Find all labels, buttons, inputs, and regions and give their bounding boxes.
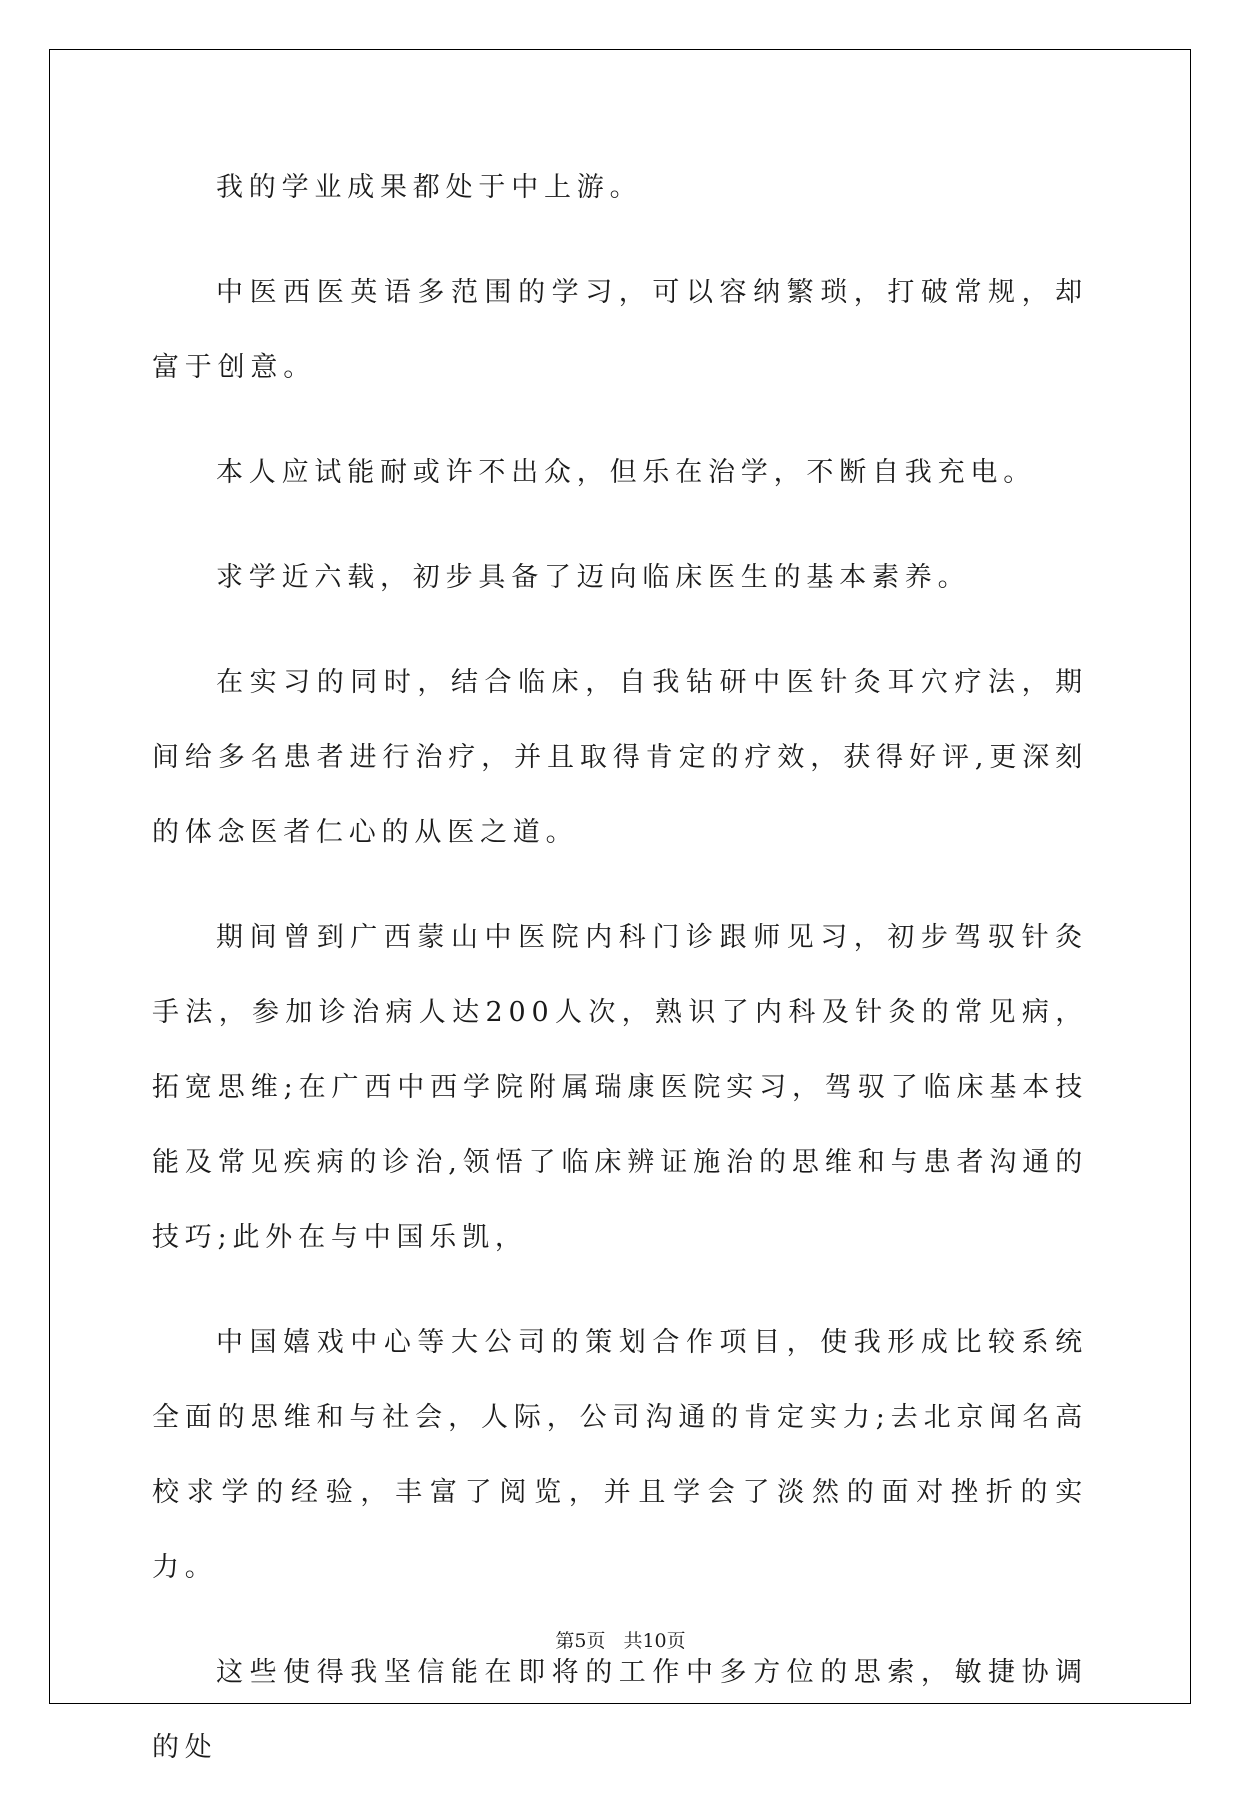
- paragraph: 我的学业成果都处于中上游。: [216, 172, 643, 203]
- page-number-current: 第5页: [555, 1630, 606, 1652]
- paragraph: 中国嬉戏中心等大公司的策划合作项目，使我形成比较系统全面的思维和与社会，人际，公司沟通的肯定实力;去北京闻名高校求学的经验，丰富了阅览，并且学会了淡然的面对挫折的实力。: [152, 1327, 1088, 1583]
- paragraph: 在实习的同时，结合临床，自我钻研中医针灸耳穴疗法，期间给多名患者进行治疗，并且取得肯定的疗效，获得好评,更深刻的体念医者仁心的从医之道。: [152, 667, 1088, 848]
- paragraph: 期间曾到广西蒙山中医院内科门诊跟师见习，初步驾驭针灸手法，参加诊治病人达200人次，熟识了内科及针灸的常见病，拓宽思维;在广西中西学院附属瑞康医院实习，驾驭了临床基本技能及常见疾病的诊治,领悟了临床辨证施治的思维和与患者沟通的技巧;此外在与中国乐凯，: [152, 922, 1088, 1253]
- paragraph: 求学近六载，初步具备了迈向临床医生的基本素养。: [216, 562, 971, 593]
- paragraph: 这些使得我坚信能在即将的工作中多方位的思索，敏捷协调的处: [152, 1657, 1088, 1763]
- page-footer: [0, 1626, 1241, 1653]
- document-body: [152, 150, 1088, 1815]
- paragraph: 中医西医英语多范围的学习，可以容纳繁琐，打破常规，却富于创意。: [152, 277, 1088, 383]
- paragraph: 本人应试能耐或许不出众，但乐在治学，不断自我充电。: [216, 457, 1036, 488]
- page-number-total: 共10页: [623, 1630, 686, 1652]
